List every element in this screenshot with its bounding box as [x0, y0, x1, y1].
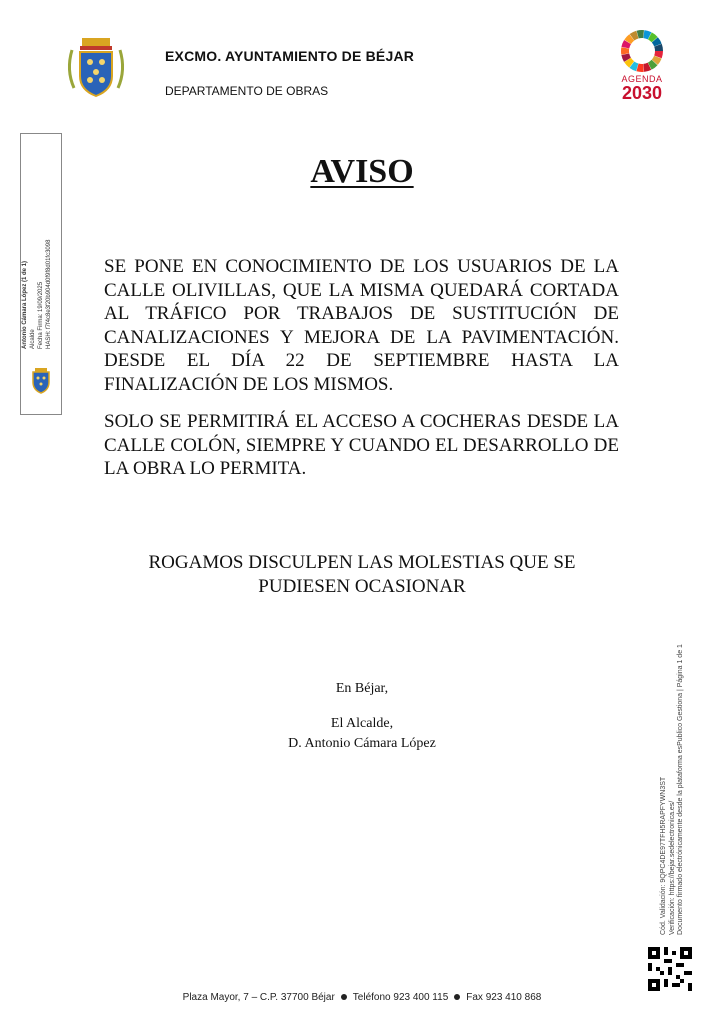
footer-fax: Fax 923 410 868 — [466, 992, 542, 1003]
agenda-2030-logo — [612, 28, 672, 104]
validation-code: Cód. Validación: 9QPC4DE97TFH5RAPFYWN3ST — [660, 776, 667, 935]
agenda-year: 2030 — [621, 83, 663, 103]
sdg-wheel-icon — [619, 28, 665, 74]
footer-contact — [0, 992, 724, 1003]
signature-date: Fecha Firma: 19/09/2025 — [38, 281, 44, 349]
signature-hash: HASH: f7f4c8e3f20b904d0f9f8d01fc3098 — [46, 239, 52, 349]
signature-place: En Béjar, — [335, 681, 389, 696]
crest-emblem-icon — [27, 366, 55, 394]
notice-title-text: AVISO — [310, 153, 414, 190]
bullet-icon — [454, 994, 460, 1000]
closing-line-2: PUDIESEN OCASIONAR — [258, 576, 466, 597]
bullet-icon — [341, 994, 347, 1000]
footer-address: Plaza Mayor, 7 – C.P. 37700 Béjar — [182, 992, 335, 1003]
signer-full-name: D. Antonio Cámara López — [288, 736, 436, 751]
notice-paragraph-1: SE PONE EN CONOCIMIENTO DE LOS USUARIOS DE LA CALLE OLIVILLAS, QUE LA MISMA QUEDARÁ CORTADA AL TRÁFICO POR TRABAJOS DE SUSTITUCIÓN DE CANALIZACIONES Y MEJORA DE LA PAVIMENTACIÓN. DESDE EL DÍA 22 DE SEPTIEMBRE HASTA LA FINALIZACIÓN DE LOS MISMOS. — [104, 256, 619, 395]
agenda-word: AGENDA — [621, 74, 663, 84]
signer-role: Alcalde — [30, 329, 36, 349]
closing-message — [0, 551, 724, 599]
signer-title: El Alcalde, — [330, 716, 394, 731]
department-name: DEPARTAMENTO DE OBRAS — [165, 84, 329, 98]
notice-paragraph-2: SOLO SE PERMITIRÁ EL ACCESO A COCHERAS DESDE LA CALLE COLÓN, SIEMPRE Y CUANDO EL DESARROLLO DE LA OBRA LO PERMITA. — [104, 411, 619, 480]
validation-info — [660, 635, 686, 935]
footer-phone: Teléfono 923 400 115 — [352, 992, 449, 1003]
notice-title — [0, 153, 724, 191]
validation-note: Documento firmado electrónicamente desde la plataforma esPublico Gestiona | Página 1 de 1 — [677, 644, 684, 935]
validation-url: Verificación: https://bejar.sedelectronica.es/ — [668, 800, 676, 935]
qr-code-icon — [648, 947, 692, 991]
organization-name: EXCMO. AYUNTAMIENTO DE BÉJAR — [165, 48, 415, 64]
municipal-crest-logo — [60, 30, 132, 102]
closing-line-1: ROGAMOS DISCULPEN LAS MOLESTIAS QUE SE — [148, 552, 576, 573]
signer-name: Antonio Cámara López (1 de 1) — [22, 260, 28, 349]
